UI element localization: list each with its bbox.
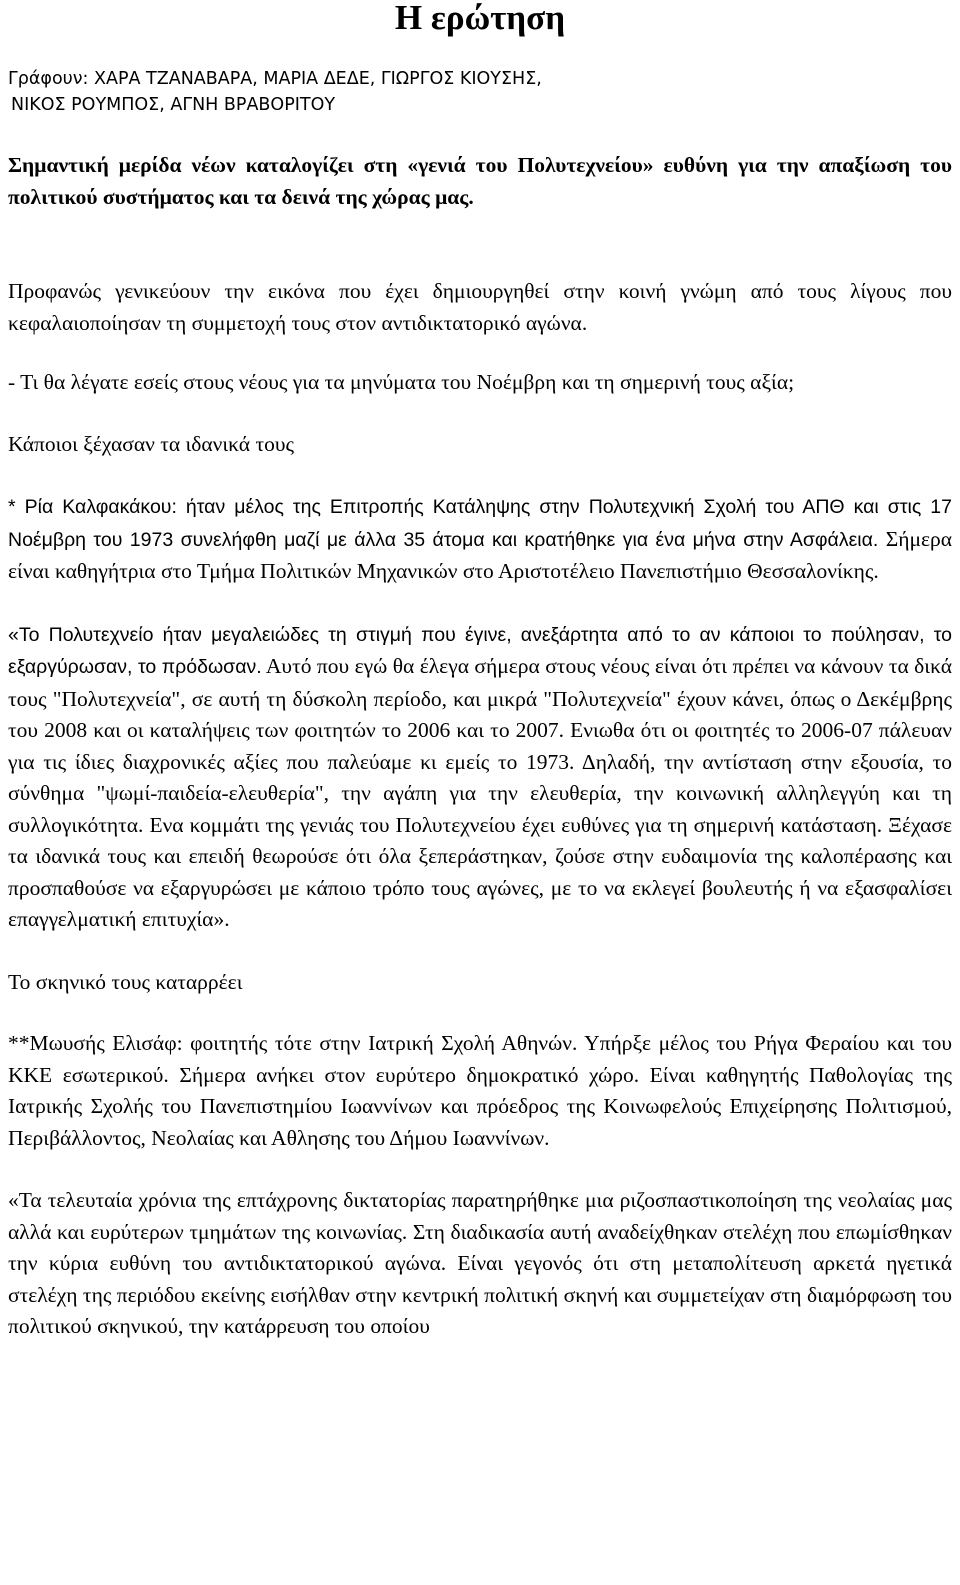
quote-1-part-1: «Το Πολυτεχνείο ήταν μεγαλειώδες τη στιγμή που έγινε, ανεξάρτητα από το αν κάποιοι το πούλησαν, το εξαργύρωσαν, το πρόδωσαν. bbox=[8, 623, 952, 678]
intro-paragraph: Προφανώς γενικεύουν την εικόνα που έχει δημιουργηθεί στην κοινή γνώμη από τους λίγους που κεφαλαιοποίησαν τη συμμετοχή τους στον αντιδικτατορικό αγώνα. bbox=[8, 279, 952, 335]
bio-1-part-1: * Ρία Καλφακάκου: ήταν μέλος της Επιτροπής Κατάληψης στην Πολυτεχνική Σχολή του ΑΠΘ και στις 17 Νοέμβρη του 1973 συνελήφθη μαζί με άλλα 35 άτομα και κρατήθηκε για ένα μήνα στην Ασφάλεια. bbox=[8, 496, 952, 551]
subheading-2: Το σκηνικό τους καταρρέει bbox=[8, 969, 243, 994]
article-title: Η ερώτηση bbox=[394, 0, 566, 37]
bio-moysis-elisaf: **Μωυσής Ελισάφ: φοιτητής τότε στην Ιατρική Σχολή Αθηνών. Υπήρξε μέλος του Ρήγα Φεραίου και του ΚΚΕ εσωτερικού. Σήμερα ανήκει στον ευρύτερο δημοκρατικό χώρο. Είναι καθηγητής Παθολογίας της Ιατρικής Σχολής του Πανεπιστημίου Ιωαννίνων και πρόεδρος της Κοινωφελούς Επιχείρησης Πολιτισμού, Περιβάλλοντος, Νεολαίας και Αθλησης του Δήμου Ιωαννίνων. bbox=[8, 1031, 952, 1150]
author-byline-line-2: ΝΙΚΟΣ ΡΟΥΜΠΟΣ, ΑΓΝΗ ΒΡΑΒΟΡΙΤΟΥ bbox=[11, 95, 336, 115]
interview-question: - Τι θα λέγατε εσείς στους νέους για τα μηνύματα του Νοέμβρη και τη σημερινή τους αξία; bbox=[8, 370, 795, 394]
quote-1-part-2: Αυτό που εγώ θα έλεγα σήμερα στους νέους είναι ότι πρέπει να κάνουν τα δικά τους "Πολυτεχνεία", σε αυτή τη δύσκολη περίοδο, και μικρά "Πολυτεχνεία" έχουν κάνει, όπως ο Δεκέμβρης του 2008 και οι καταλήψεις των φοιτητών το 2006 και το 2007. Ενιωθα ότι οι φοιτητές το 2006-07 πάλευαν για τις ίδιες διαχρονικές αξίες που παλεύαμε κι εμείς το 1973. Δηλαδή, την αντίσταση στην εξουσία, το σύνθημα "ψωμί-παιδεία-ελευθερία", την αγάπη για την ελευθερία, την κοινωνική αλληλεγγύη και τη συλλογικότητα. Ενα κομμάτι της γενιάς του Πολυτεχνείου έχει ευθύνες για τη σημερινή κατάσταση. Ξέχασε τα ιδανικά τους και επειδή θεωρούσε ότι όλα ξεπεράστηκαν, ζούσε στην ευδαιμονία της καλοπέρασης και προσπαθούσε να εξαργυρώσει με κάποιο τρόπο τους αγώνες, με το να εκλεγεί βουλευτής ή να εξασφαλίσει επαγγελματική επιτυχία». bbox=[8, 654, 952, 931]
quote-moysis-elisaf: «Τα τελευταία χρόνια της επτάχρονης δικτατορίας παρατηρήθηκε μια ριζοσπαστικοποίηση της νεολαίας μας αλλά και ευρύτερων τμημάτων της κοινωνίας. Στη διαδικασία αυτή αναδείχθηκαν στελέχη που επωμίσθηκαν την κύρια ευθύνη του αντιδικτατορικού αγώνα. Είναι γεγονός ότι στη μεταπολίτευση αρκετά ηγετικά στελέχη της περιόδου εκείνης εισήλθαν στην κεντρική πολιτική σκηνή και συμμετείχαν στη διαμόρφωση του πολιτικού σκηνικού, την κατάρρευση του οποίου bbox=[8, 1188, 952, 1338]
article bbox=[8, 0, 952, 1343]
article-lead: Σημαντική μερίδα νέων καταλογίζει στη «γενιά του Πολυτεχνείου» ευθύνη για την απαξίωση του πολιτικού συστήματος και τα δεινά της χώρας μας. bbox=[8, 153, 952, 209]
author-byline-line-1: Γράφουν: ΧΑΡΑ ΤΖΑΝΑΒΑΡΑ, ΜΑΡΙΑ ΔΕΔΕ, ΓΙΩΡΓΟΣ ΚΙΟΥΣΗΣ, bbox=[8, 69, 542, 89]
subheading-1: Κάποιοι ξέχασαν τα ιδανικά τους bbox=[8, 431, 294, 456]
author-byline bbox=[8, 66, 952, 118]
bio-ria-kalfakakou bbox=[8, 491, 952, 588]
bio-1-part-2: Σήμερα είναι καθηγήτρια στο Τμήμα Πολιτικών Μηχανικών στο Αριστοτέλειο Πανεπιστήμιο Θεσσαλονίκης. bbox=[8, 526, 952, 583]
quote-ria-kalfakakou bbox=[8, 619, 952, 936]
